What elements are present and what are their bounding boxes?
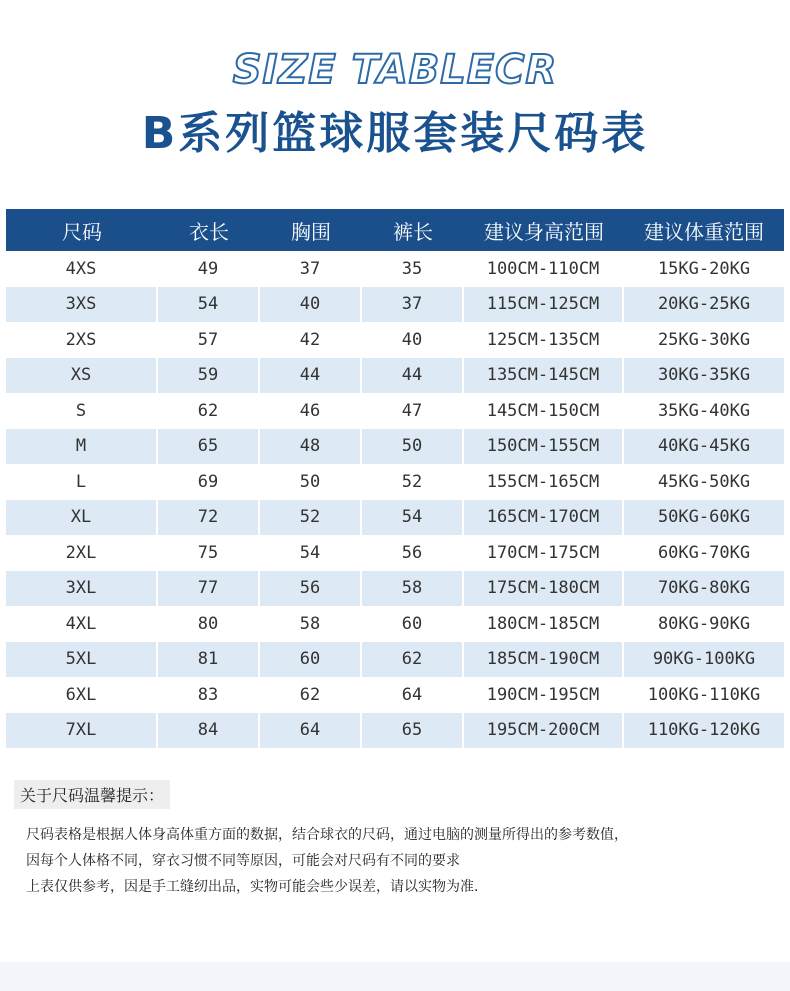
table-row — [6, 322, 784, 358]
cell-length: 57 — [158, 322, 260, 358]
cell-chest: 60 — [260, 642, 362, 678]
cell-pants-length: 58 — [362, 571, 464, 607]
cell-height-range: 155CM-165CM — [464, 464, 624, 500]
cell-height-range: 165CM-170CM — [464, 500, 624, 536]
header-pants-length: 裤长 — [362, 209, 464, 251]
cell-chest: 46 — [260, 393, 362, 429]
cell-length: 83 — [158, 677, 260, 713]
cell-weight-range: 45KG-50KG — [624, 464, 784, 500]
cell-chest: 52 — [260, 500, 362, 536]
cell-pants-length: 40 — [362, 322, 464, 358]
cell-height-range: 180CM-185CM — [464, 606, 624, 642]
cell-height-range: 185CM-190CM — [464, 642, 624, 678]
cell-pants-length: 65 — [362, 713, 464, 749]
cell-size: 7XL — [6, 713, 158, 749]
notes — [26, 822, 776, 900]
cell-weight-range: 35KG-40KG — [624, 393, 784, 429]
cell-chest: 44 — [260, 358, 362, 394]
cell-weight-range: 90KG-100KG — [624, 642, 784, 678]
notes-title: 关于尺码温馨提示： — [14, 780, 170, 809]
table-row — [6, 606, 784, 642]
cell-chest: 56 — [260, 571, 362, 607]
cell-pants-length: 64 — [362, 677, 464, 713]
cell-length: 59 — [158, 358, 260, 394]
table-row — [6, 535, 784, 571]
cell-weight-range: 100KG-110KG — [624, 677, 784, 713]
cell-size: 4XS — [6, 251, 158, 287]
cell-length: 80 — [158, 606, 260, 642]
english-title: SIZE TABLECR — [232, 47, 558, 93]
table-row — [6, 571, 784, 607]
cell-height-range: 125CM-135CM — [464, 322, 624, 358]
cell-weight-range: 110KG-120KG — [624, 713, 784, 749]
cell-weight-range: 50KG-60KG — [624, 500, 784, 536]
cell-chest: 37 — [260, 251, 362, 287]
cell-length: 77 — [158, 571, 260, 607]
cell-length: 69 — [158, 464, 260, 500]
cell-pants-length: 62 — [362, 642, 464, 678]
cell-size: L — [6, 464, 158, 500]
cell-size: 3XS — [6, 287, 158, 323]
cell-pants-length: 47 — [362, 393, 464, 429]
header-length: 衣长 — [158, 209, 260, 251]
table-row — [6, 500, 784, 536]
footer-band — [0, 962, 790, 991]
cell-chest: 42 — [260, 322, 362, 358]
header — [0, 40, 790, 166]
cell-chest: 54 — [260, 535, 362, 571]
table-row — [6, 464, 784, 500]
header-height-range: 建议身高范围 — [464, 209, 624, 251]
cell-weight-range: 80KG-90KG — [624, 606, 784, 642]
cell-chest: 58 — [260, 606, 362, 642]
cell-weight-range: 70KG-80KG — [624, 571, 784, 607]
chinese-title: B系列篮球服套装尺码表 — [141, 108, 649, 159]
cell-chest: 48 — [260, 429, 362, 465]
cell-pants-length: 35 — [362, 251, 464, 287]
cell-size: 2XL — [6, 535, 158, 571]
cell-weight-range: 20KG-25KG — [624, 287, 784, 323]
cell-height-range: 115CM-125CM — [464, 287, 624, 323]
cell-height-range: 150CM-155CM — [464, 429, 624, 465]
cell-height-range: 145CM-150CM — [464, 393, 624, 429]
cell-height-range: 195CM-200CM — [464, 713, 624, 749]
header-chest: 胸围 — [260, 209, 362, 251]
cell-length: 81 — [158, 642, 260, 678]
cell-height-range: 190CM-195CM — [464, 677, 624, 713]
table-row — [6, 358, 784, 394]
table-header-row — [6, 209, 784, 251]
cell-height-range: 170CM-175CM — [464, 535, 624, 571]
cell-weight-range: 40KG-45KG — [624, 429, 784, 465]
cell-height-range: 100CM-110CM — [464, 251, 624, 287]
note-line: 因每个人体格不同，穿衣习惯不同等原因，可能会对尺码有不同的要求 — [26, 853, 460, 869]
note-line: 上表仅供参考，因是手工缝纫出品，实物可能会些少误差，请以实物为准. — [26, 879, 479, 895]
table-row — [6, 251, 784, 287]
table-row — [6, 713, 784, 749]
cell-length: 75 — [158, 535, 260, 571]
cell-weight-range: 30KG-35KG — [624, 358, 784, 394]
cell-chest: 40 — [260, 287, 362, 323]
cell-length: 65 — [158, 429, 260, 465]
cell-chest: 62 — [260, 677, 362, 713]
cell-weight-range: 25KG-30KG — [624, 322, 784, 358]
cell-pants-length: 52 — [362, 464, 464, 500]
cell-pants-length: 50 — [362, 429, 464, 465]
cell-weight-range: 15KG-20KG — [624, 251, 784, 287]
cell-chest: 64 — [260, 713, 362, 749]
cell-size: 5XL — [6, 642, 158, 678]
cell-size: M — [6, 429, 158, 465]
cell-length: 54 — [158, 287, 260, 323]
cell-size: 3XL — [6, 571, 158, 607]
cell-pants-length: 44 — [362, 358, 464, 394]
cell-length: 62 — [158, 393, 260, 429]
table-row — [6, 287, 784, 323]
size-table — [6, 209, 784, 748]
cell-size: 2XS — [6, 322, 158, 358]
cell-size: XS — [6, 358, 158, 394]
cell-weight-range: 60KG-70KG — [624, 535, 784, 571]
header-size: 尺码 — [6, 209, 158, 251]
note-line: 尺码表格是根据人体身高体重方面的数据，结合球衣的尺码，通过电脑的测量所得出的参考数值， — [26, 827, 628, 843]
cell-size: 6XL — [6, 677, 158, 713]
cell-size: S — [6, 393, 158, 429]
header-weight-range: 建议体重范围 — [624, 209, 784, 251]
table-row — [6, 642, 784, 678]
table-row — [6, 393, 784, 429]
cell-chest: 50 — [260, 464, 362, 500]
cell-length: 49 — [158, 251, 260, 287]
cell-size: 4XL — [6, 606, 158, 642]
cell-pants-length: 37 — [362, 287, 464, 323]
cell-height-range: 135CM-145CM — [464, 358, 624, 394]
table-row — [6, 677, 784, 713]
cell-pants-length: 54 — [362, 500, 464, 536]
cell-pants-length: 60 — [362, 606, 464, 642]
cell-pants-length: 56 — [362, 535, 464, 571]
cell-length: 72 — [158, 500, 260, 536]
table-row — [6, 429, 784, 465]
table-body — [6, 251, 784, 748]
cell-height-range: 175CM-180CM — [464, 571, 624, 607]
cell-size: XL — [6, 500, 158, 536]
cell-length: 84 — [158, 713, 260, 749]
